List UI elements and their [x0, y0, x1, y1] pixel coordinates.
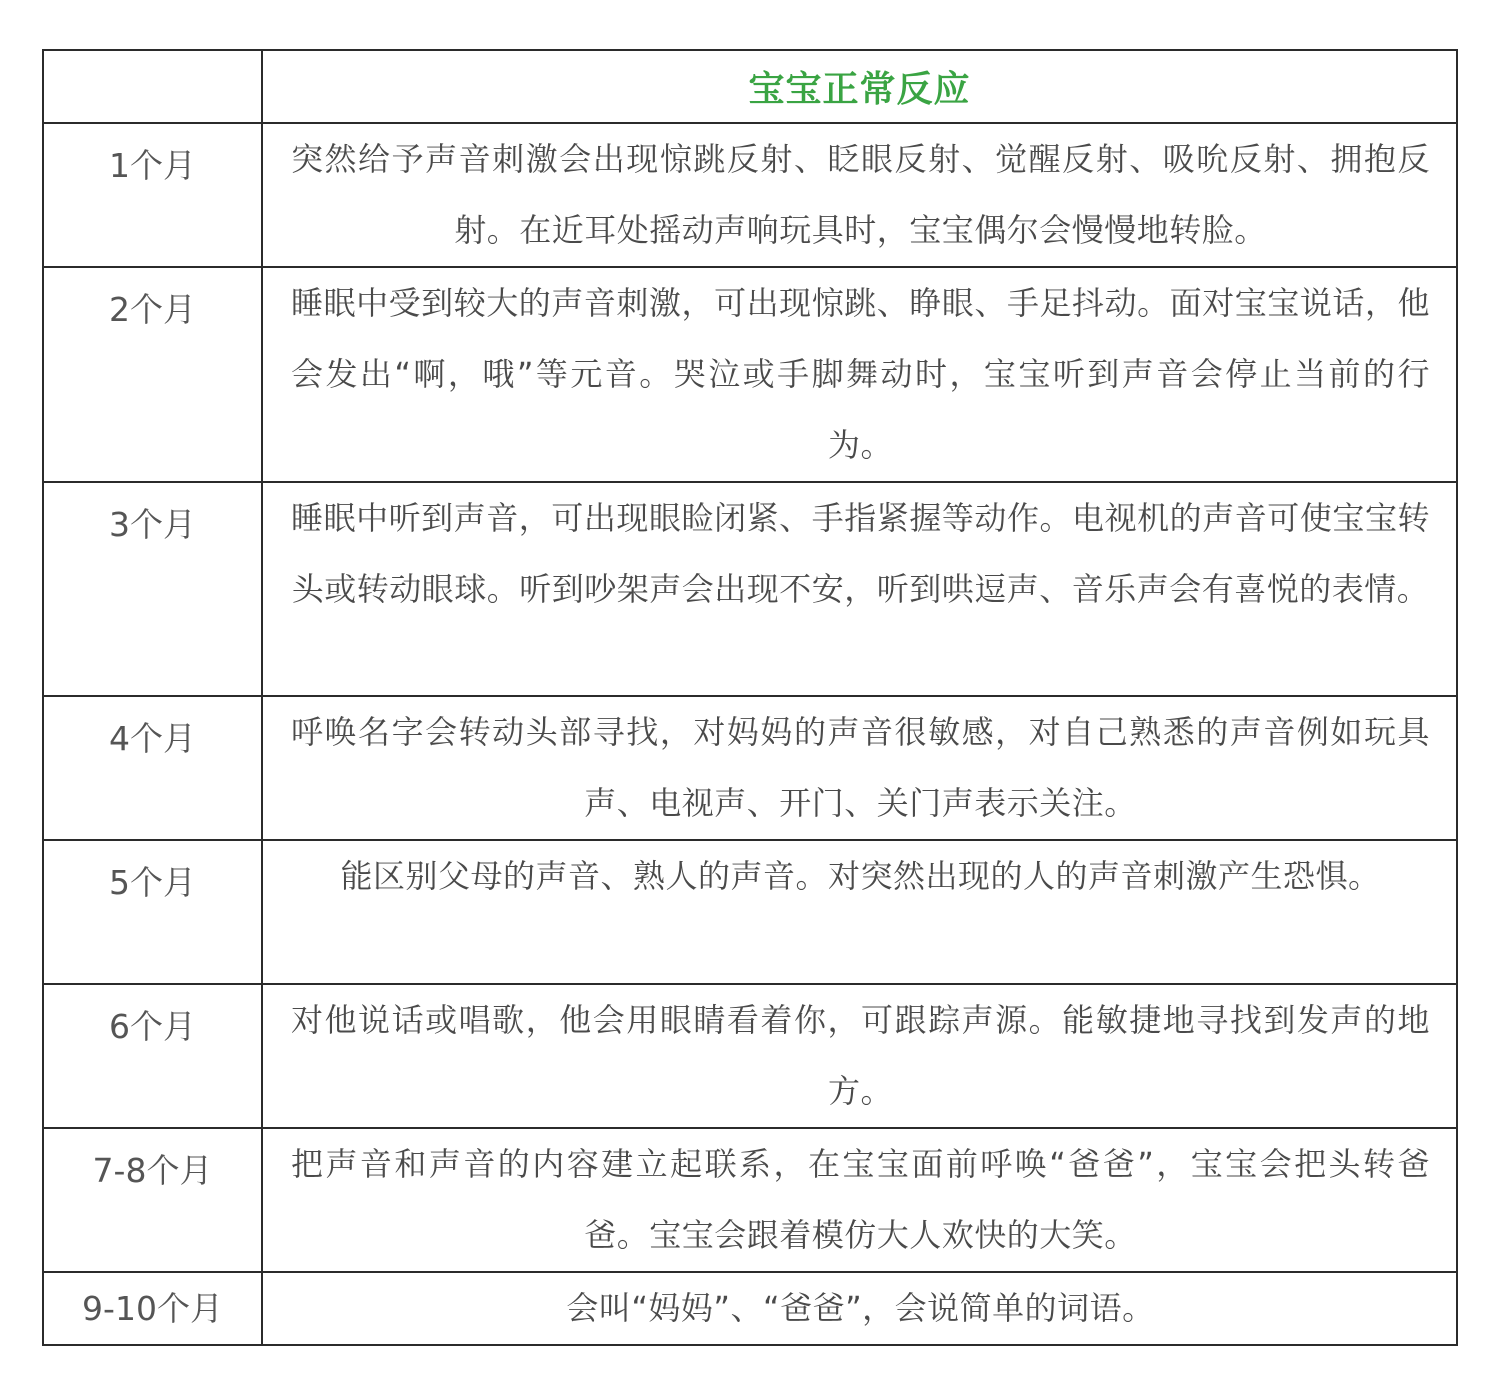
table-row	[43, 696, 1457, 840]
response-cell: 把声音和声音的内容建立起联系，在宝宝面前呼唤“爸爸”，宝宝会把头转爸爸。宝宝会跟着模仿大人欢快的大笑。	[262, 1128, 1457, 1272]
header-normal-response: 宝宝正常反应	[262, 50, 1457, 123]
response-cell: 睡眠中听到声音，可出现眼睑闭紧、手指紧握等动作。电视机的声音可使宝宝转头或转动眼球。听到吵架声会出现不安，听到哄逗声、音乐声会有喜悦的表情。	[262, 482, 1457, 696]
age-cell: 4个月	[43, 696, 262, 840]
age-cell: 7-8个月	[43, 1128, 262, 1272]
response-cell: 能区别父母的声音、熟人的声音。对突然出现的人的声音刺激产生恐惧。	[262, 840, 1457, 984]
table-row	[43, 267, 1457, 482]
table-row	[43, 984, 1457, 1128]
response-cell: 对他说话或唱歌，他会用眼睛看着你，可跟踪声源。能敏捷地寻找到发声的地方。	[262, 984, 1457, 1128]
response-cell: 睡眠中受到较大的声音刺激，可出现惊跳、睁眼、手足抖动。面对宝宝说话，他会发出“啊，哦”等元音。哭泣或手脚舞动时，宝宝听到声音会停止当前的行为。	[262, 267, 1457, 482]
age-cell: 2个月	[43, 267, 262, 482]
table-row	[43, 840, 1457, 984]
age-cell: 5个月	[43, 840, 262, 984]
age-cell: 1个月	[43, 123, 262, 267]
table-row	[43, 482, 1457, 696]
table-row	[43, 1272, 1457, 1345]
response-cell: 呼唤名字会转动头部寻找，对妈妈的声音很敏感，对自己熟悉的声音例如玩具声、电视声、开门、关门声表示关注。	[262, 696, 1457, 840]
response-cell: 突然给予声音刺激会出现惊跳反射、眨眼反射、觉醒反射、吸吮反射、拥抱反射。在近耳处摇动声响玩具时，宝宝偶尔会慢慢地转脸。	[262, 123, 1457, 267]
age-cell: 6个月	[43, 984, 262, 1128]
age-cell: 3个月	[43, 482, 262, 696]
table-row	[43, 1128, 1457, 1272]
hearing-development-table	[42, 49, 1458, 1346]
header-corner-cell	[43, 50, 262, 123]
table-row	[43, 123, 1457, 267]
age-cell: 9-10个月	[43, 1272, 262, 1345]
table-header-row	[43, 50, 1457, 123]
response-cell: 会叫“妈妈”、“爸爸”，会说简单的词语。	[262, 1272, 1457, 1345]
